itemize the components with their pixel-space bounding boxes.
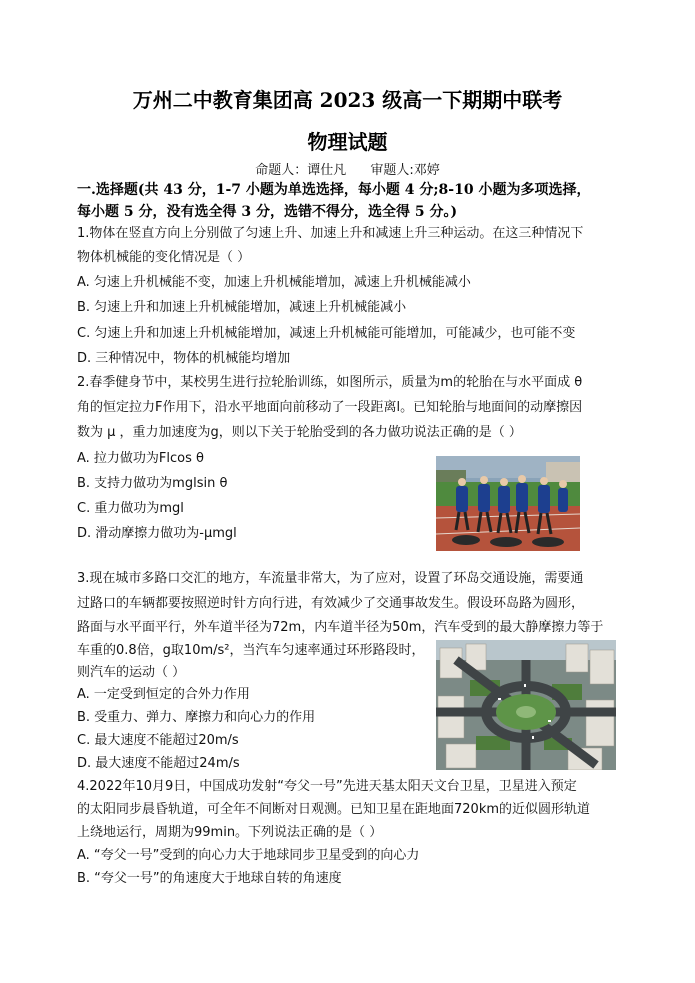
q2-stem-line-2: 角的恒定拉力F作用下，沿水平地面向前移动了一段距离l。已知轮胎与地面间的动摩擦因 — [77, 400, 583, 415]
section-heading-line-1: 一.选择题(共 43 分，1-7 小题为单选选择，每小题 4 分;8-10 小题为多项选择， — [77, 182, 591, 198]
q3-stem-line-2: 过路口的车辆都要按照逆时针方向行进，有效减少了交通事故发生。假设环岛路为圆形， — [77, 596, 585, 611]
q2-option-c: C. 重力做功为mgl — [77, 501, 184, 516]
q2-stem-line-3: 数为 μ ，重力加速度为g，则以下关于轮胎受到的各力做功说法正确的是（ ） — [77, 425, 522, 440]
q3-option-a: A. 一定受到恒定的合外力作用 — [77, 687, 250, 702]
q4-stem-line-2: 的太阳同步晨昏轨道，可全年不间断对日观测。已知卫星在距地面720km的近似圆形轨道 — [77, 802, 591, 817]
q1-option-c: C. 匀速上升和加速上升机械能增加，减速上升机械能可能增加，可能减少，也可能不变 — [77, 326, 576, 341]
q1-stem-line-2: 物体机械能的变化情况是（ ） — [77, 250, 251, 265]
author-line — [0, 159, 695, 178]
q3-option-d: D. 最大速度不能超过24m/s — [77, 756, 240, 771]
q2-option-d: D. 滑动摩擦力做功为-μmgl — [77, 526, 237, 541]
q2-stem-line-1: 2.春季健身节中，某校男生进行拉轮胎训练，如图所示，质量为m的轮胎在与水平面成 θ — [77, 375, 583, 390]
q1-stem-line-1: 1.物体在竖直方向上分别做了匀速上升、加速上升和减速上升三种运动。在这三种情况下 — [77, 226, 584, 241]
exam-subject: 物理试题 — [307, 130, 388, 154]
q3-option-b: B. 受重力、弹力、摩擦力和向心力的作用 — [77, 710, 316, 725]
question-reviewer: 审题人:邓婷 — [370, 163, 440, 178]
q1-option-d: D. 三种情况中，物体的机械能均增加 — [77, 351, 291, 366]
q4-stem-line-1: 4.2022年10月9日，中国成功发射“夸父一号”先进天基太阳天文台卫星，卫星进入预定 — [77, 779, 577, 794]
q3-option-c: C. 最大速度不能超过20m/s — [77, 733, 239, 748]
q4-option-b: B. “夸父一号”的角速度大于地球自转的角速度 — [77, 871, 342, 886]
q1-option-b: B. 匀速上升和加速上升机械能增加，减速上升机械能减小 — [77, 300, 407, 315]
q1-option-a: A. 匀速上升机械能不变，加速上升机械能增加，减速上升机械能减小 — [77, 275, 471, 290]
question-setter: 命题人：谭仕凡 — [255, 163, 347, 178]
section-heading-line-2: 每小题 5 分，没有选全得 3 分，选错不得分，选全得 5 分。) — [77, 204, 458, 220]
q3-stem-line-4: 车重的0.8倍，g取10m/s²，当汽车匀速率通过环形路段时， — [77, 643, 425, 658]
roundabout-aerial-photo — [436, 640, 616, 770]
q3-stem-line-3: 路面与水平面平行，外车道半径为72m，内车道半径为50m，汽车受到的最大静摩擦力等于 — [77, 620, 604, 635]
q2-option-b: B. 支持力做功为mglsin θ — [77, 476, 228, 491]
q2-option-a: A. 拉力做功为Flcos θ — [77, 451, 204, 466]
q3-stem-line-1: 3.现在城市多路口交汇的地方，车流量非常大，为了应对，设置了环岛交通设施，需要通 — [77, 571, 584, 586]
tire-training-photo — [436, 456, 580, 551]
q3-stem-line-5: 则汽车的运动（ ） — [77, 665, 186, 680]
q4-stem-line-3: 上绕地运行，周期为99min。下列说法正确的是（ ） — [77, 825, 383, 840]
q4-option-a: A. “夸父一号”受到的向心力大于地球同步卫星受到的向心力 — [77, 848, 420, 863]
exam-title: 万州二中教育集团高 2023 级高一下期期中联考 — [132, 88, 563, 112]
